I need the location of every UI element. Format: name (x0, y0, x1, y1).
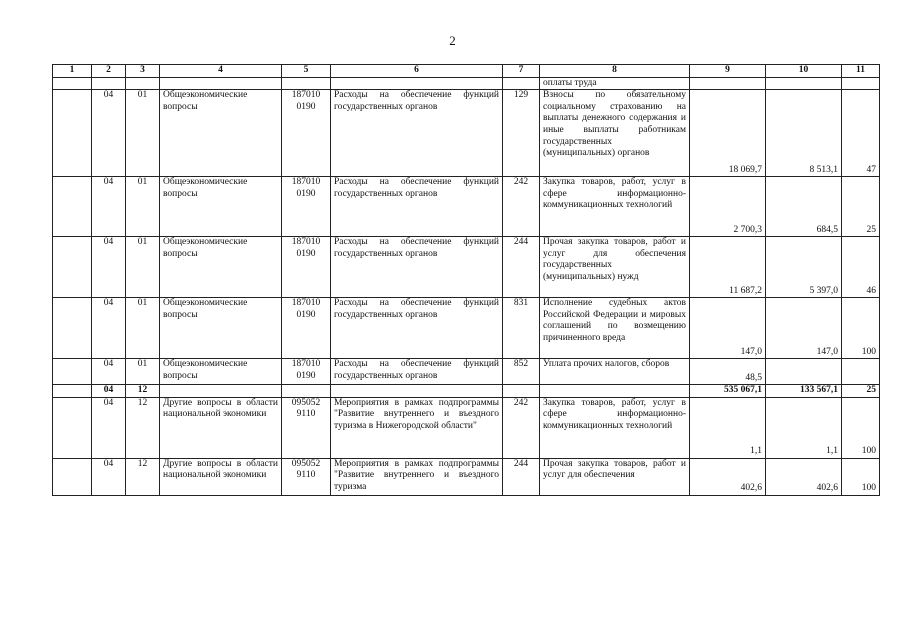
col-header: 6 (331, 65, 503, 78)
article-name: Расходы на обеспечение функций государственных органов (331, 177, 503, 237)
target-article: 095052 9110 (282, 397, 331, 458)
continuation-text: оплаты труда (540, 77, 690, 90)
execution-percent: 47 (842, 90, 880, 177)
section-code: 04 (92, 397, 126, 458)
expense-type-name: Уплата прочих налогов, сборов (540, 359, 690, 385)
execution-percent: 25 (842, 177, 880, 237)
section-name: Общеэкономические вопросы (160, 298, 282, 359)
planned-amount: 147,0 (690, 298, 766, 359)
expense-type-name: Закупка товаров, работ, услуг в сфере информационно-коммуникационных технологий (540, 177, 690, 237)
table-row (53, 237, 880, 298)
executed-amount: 133 567,1 (766, 385, 842, 398)
col-header: 5 (282, 65, 331, 78)
section-code: 04 (92, 237, 126, 298)
section-name: Общеэкономические вопросы (160, 90, 282, 177)
page-number: 2 (449, 33, 456, 48)
subsection-code: 12 (126, 397, 160, 458)
target-article: 187010 0190 (282, 177, 331, 237)
subsection-code: 01 (126, 177, 160, 237)
section-code: 04 (92, 90, 126, 177)
col-header: 10 (766, 65, 842, 78)
execution-percent: 46 (842, 237, 880, 298)
target-article: 187010 0190 (282, 90, 331, 177)
article-name: Мероприятия в рамках подпрограммы "Развитие внутреннего и въездного туризма (331, 458, 503, 495)
table-row (53, 359, 880, 385)
col-header: 9 (690, 65, 766, 78)
executed-amount (766, 359, 842, 385)
col-header: 1 (53, 65, 92, 78)
expense-type-name: Прочая закупка товаров, работ и услуг для обеспечения государственных (муниципальных) нужд (540, 237, 690, 298)
planned-amount: 11 687,2 (690, 237, 766, 298)
subsection-code: 01 (126, 298, 160, 359)
section-code: 04 (92, 298, 126, 359)
article-name: Расходы на обеспечение функций государственных органов (331, 237, 503, 298)
planned-amount: 18 069,7 (690, 90, 766, 177)
col-header: 11 (842, 65, 880, 78)
table-row (53, 397, 880, 458)
expense-type-code: 242 (503, 397, 540, 458)
header-row (53, 65, 880, 78)
expense-type-code: 831 (503, 298, 540, 359)
table-row (53, 90, 880, 177)
planned-amount: 535 067,1 (690, 385, 766, 398)
section-code: 04 (92, 359, 126, 385)
executed-amount: 8 513,1 (766, 90, 842, 177)
executed-amount: 147,0 (766, 298, 842, 359)
planned-amount: 1,1 (690, 397, 766, 458)
article-name: Мероприятия в рамках подпрограммы "Развитие внутреннего и въездного туризма в Нижегородской области" (331, 397, 503, 458)
executed-amount: 402,6 (766, 458, 842, 495)
table-row (53, 177, 880, 237)
expense-type-code: 129 (503, 90, 540, 177)
expense-type-code: 852 (503, 359, 540, 385)
expense-type-code: 242 (503, 177, 540, 237)
section-name: Другие вопросы в области национальной экономики (160, 458, 282, 495)
execution-percent: 100 (842, 298, 880, 359)
target-article: 187010 0190 (282, 359, 331, 385)
execution-percent (842, 359, 880, 385)
planned-amount: 402,6 (690, 458, 766, 495)
table-row (53, 458, 880, 495)
table-row (53, 298, 880, 359)
subtotal-row (53, 385, 880, 398)
article-name: Расходы на обеспечение функций государственных органов (331, 90, 503, 177)
expense-type-name: Исполнение судебных актов Российской Федерации и мировых соглашений по возмещению причиненного вреда (540, 298, 690, 359)
executed-amount: 5 397,0 (766, 237, 842, 298)
col-header: 4 (160, 65, 282, 78)
continuation-row (53, 77, 880, 90)
expense-type-name: Закупка товаров, работ, услуг в сфере информационно-коммуникационных технологий (540, 397, 690, 458)
target-article: 095052 9110 (282, 458, 331, 495)
subsection-code: 01 (126, 237, 160, 298)
planned-amount: 2 700,3 (690, 177, 766, 237)
section-name: Другие вопросы в области национальной экономики (160, 397, 282, 458)
col-header: 3 (126, 65, 160, 78)
section-name: Общеэкономические вопросы (160, 237, 282, 298)
execution-percent: 25 (842, 385, 880, 398)
section-code: 04 (92, 458, 126, 495)
executed-amount: 1,1 (766, 397, 842, 458)
target-article: 187010 0190 (282, 298, 331, 359)
subsection-code: 01 (126, 90, 160, 177)
section-code: 04 (92, 177, 126, 237)
execution-percent: 100 (842, 458, 880, 495)
subsection-code: 01 (126, 359, 160, 385)
execution-percent: 100 (842, 397, 880, 458)
expense-type-name: Взносы по обязательному социальному страхованию на выплаты денежного содержания и иные выплаты работникам государственных (муниципальных) органов (540, 90, 690, 177)
article-name: Расходы на обеспечение функций государственных органов (331, 359, 503, 385)
executed-amount: 684,5 (766, 177, 842, 237)
col-header: 8 (540, 65, 690, 78)
subsection-code: 12 (126, 458, 160, 495)
col-header: 7 (503, 65, 540, 78)
planned-amount: 48,5 (690, 359, 766, 385)
section-name: Общеэкономические вопросы (160, 359, 282, 385)
expense-type-code: 244 (503, 458, 540, 495)
section-name: Общеэкономические вопросы (160, 177, 282, 237)
section-code: 04 (92, 385, 126, 398)
expense-type-name: Прочая закупка товаров, работ и услуг для обеспечения (540, 458, 690, 495)
budget-table (52, 64, 880, 496)
article-name: Расходы на обеспечение функций государственных органов (331, 298, 503, 359)
col-header: 2 (92, 65, 126, 78)
expense-type-code: 244 (503, 237, 540, 298)
subsection-code: 12 (126, 385, 160, 398)
target-article: 187010 0190 (282, 237, 331, 298)
